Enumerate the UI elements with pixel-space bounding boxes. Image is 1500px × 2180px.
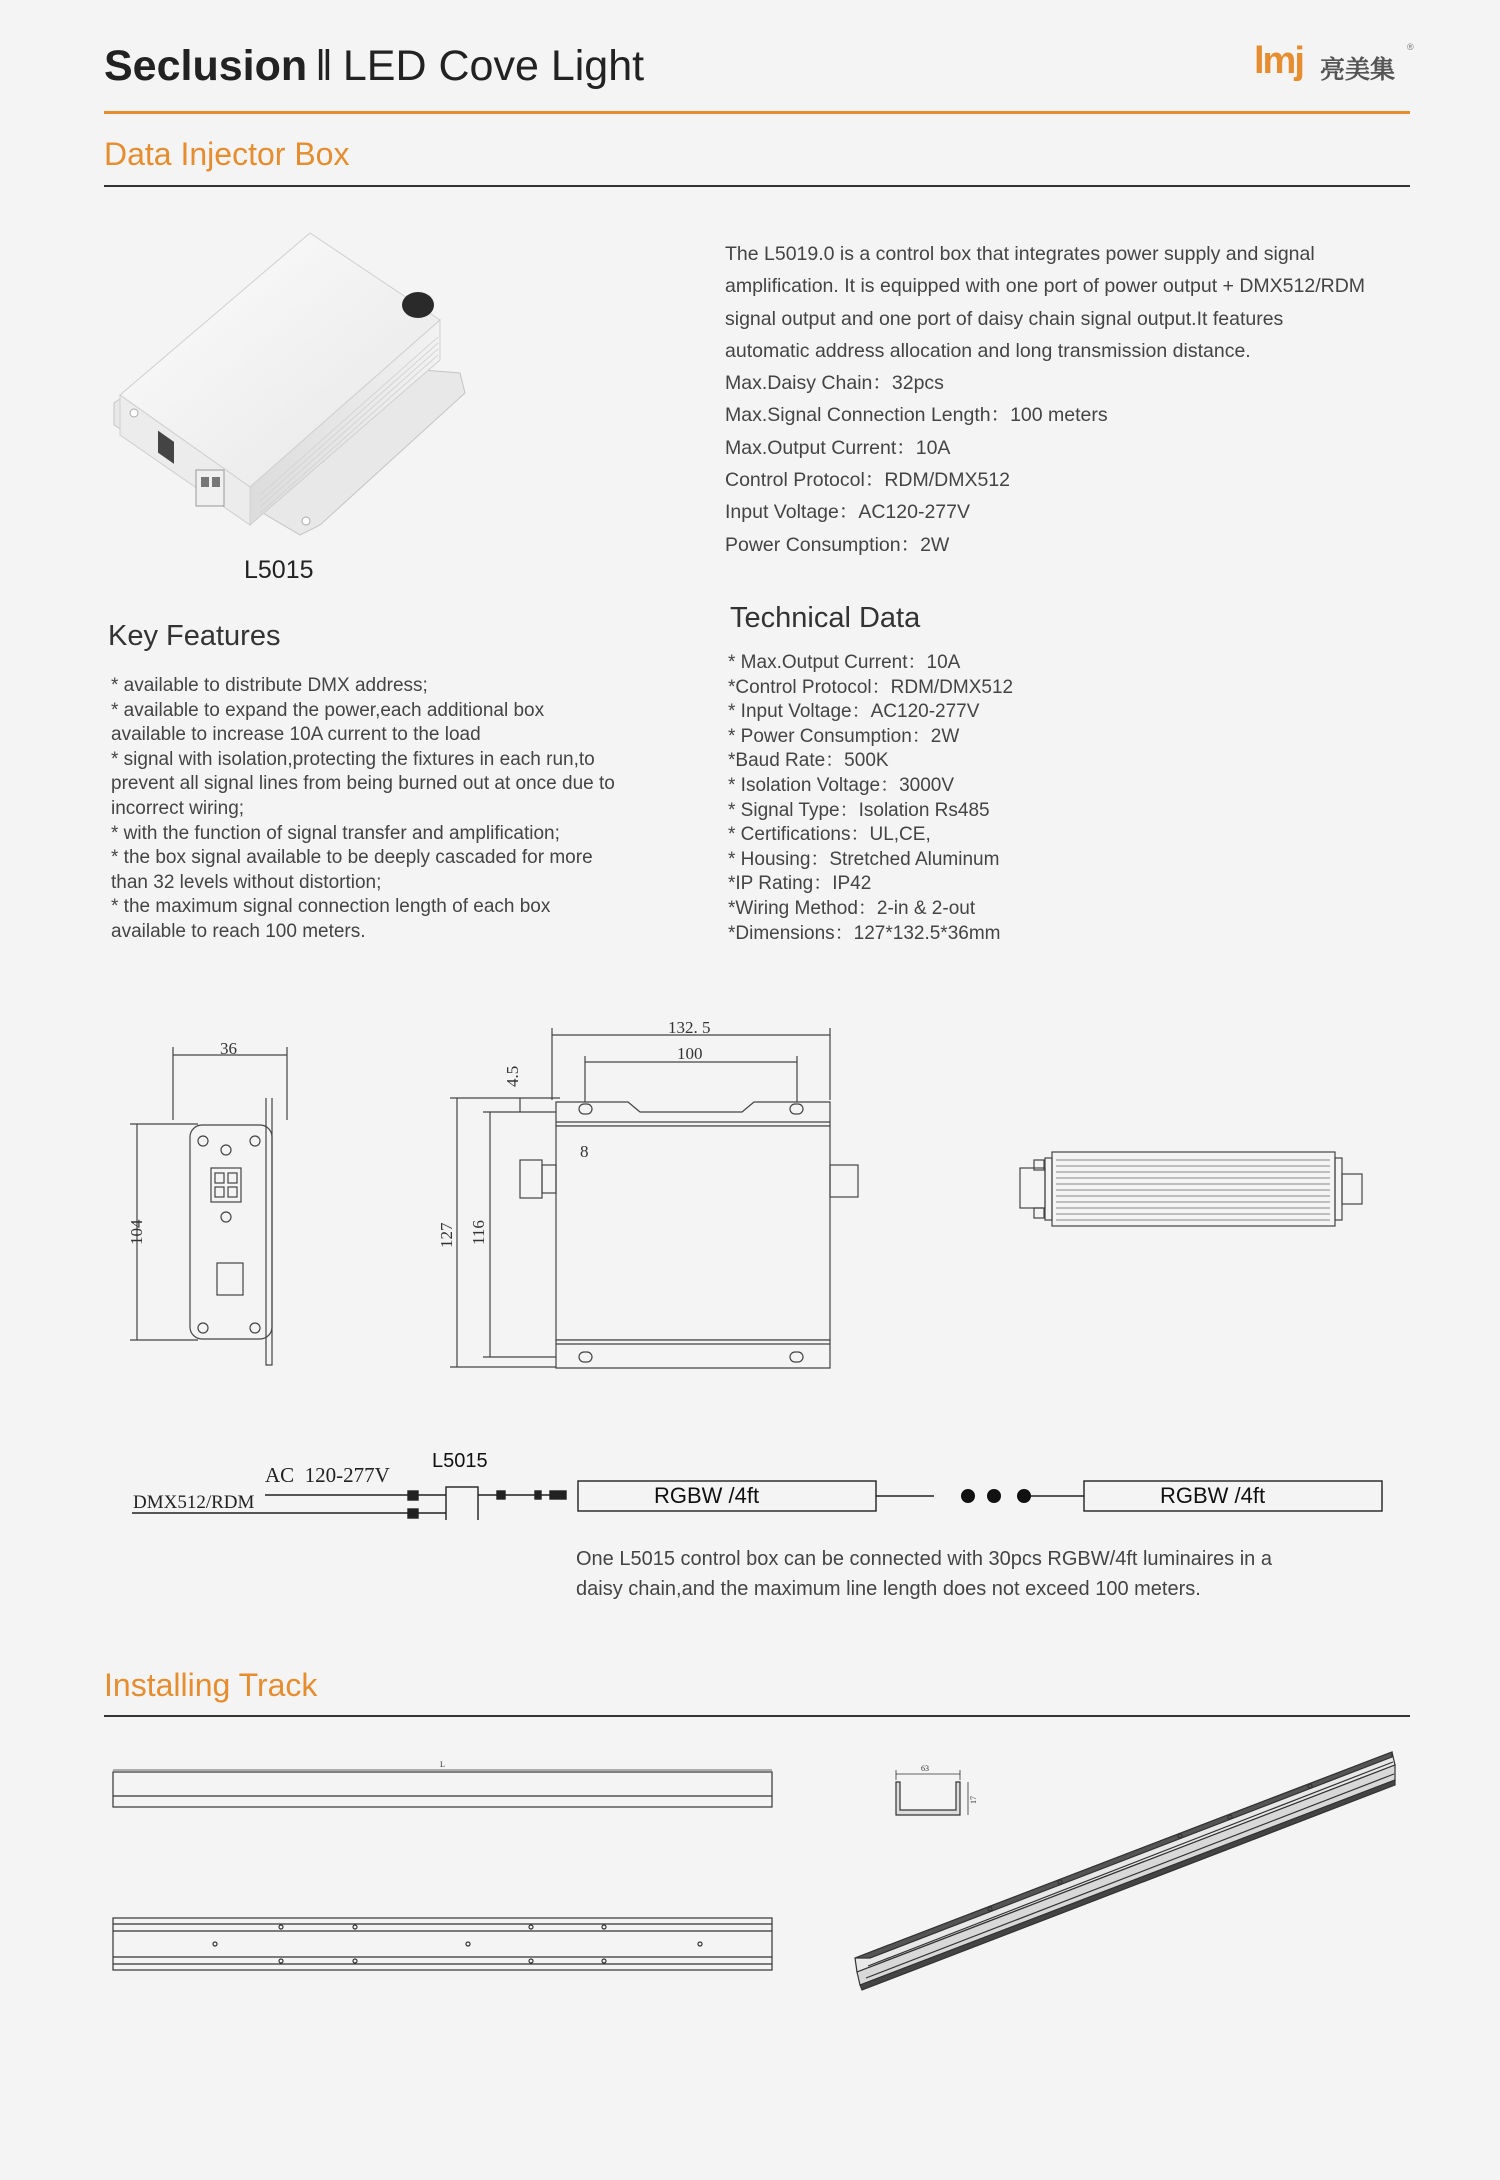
caption-line: daisy chain,and the maximum line length does not exceed 100 meters. [576, 1578, 1201, 1600]
dim-inner-offset: 8 [580, 1142, 589, 1161]
terminal-block [196, 470, 224, 506]
wiring-diagram [0, 1440, 1500, 1520]
feature-line: available to reach 100 meters. [111, 920, 366, 942]
wiring-caption [576, 1544, 1396, 1604]
section-title-track: Installing Track [104, 1667, 318, 1703]
description-line: automatic address allocation and long transmission distance. [725, 339, 1251, 362]
tech-line: *Control Protocol：RDM/DMX512 [728, 676, 1014, 698]
feature-line: * with the function of signal transfer and amplification; [111, 822, 560, 844]
caption-line: One L5015 control box can be connected with 30pcs RGBW/4ft luminaires in a [576, 1548, 1272, 1570]
spec-line: Input Voltage：AC120-277V [725, 501, 971, 524]
tech-line: * Power Consumption：2W [728, 725, 960, 747]
header-rule [104, 111, 1410, 114]
ellipsis-dot [961, 1489, 975, 1503]
product-model-label: L5015 [244, 556, 314, 584]
logo-registered: ® [1407, 42, 1414, 52]
feature-line: * the maximum signal connection length of each box [111, 896, 551, 918]
tech-line: * Signal Type：Isolation Rs485 [728, 799, 990, 821]
profile-height-label: 17 [969, 1796, 978, 1804]
description-line: The L5019.0 is a control box that integrates power supply and signal [725, 243, 1315, 265]
ellipsis-dot [987, 1489, 1001, 1503]
spec-line: Max.Signal Connection Length：100 meters [725, 404, 1108, 427]
ellipsis-dot [1017, 1489, 1031, 1503]
feature-line: * available to expand the power,each additional box [111, 699, 545, 721]
page-title [104, 42, 644, 91]
dim-side-width: 36 [220, 1039, 237, 1058]
dim-side-height: 104 [127, 1219, 146, 1245]
rotary-knob [402, 292, 434, 318]
product-name: LED Cove Light [342, 42, 645, 90]
tech-line: *Dimensions：127*132.5*36mm [728, 922, 1001, 944]
section-rule-track [104, 1715, 1410, 1717]
dim-top-offset: 4.5 [503, 1065, 522, 1087]
key-features-list [111, 674, 691, 945]
fixture-1-label: RGBW /4ft [654, 1483, 760, 1508]
side-view-drawing [130, 1047, 287, 1365]
dim-top-height: 127 [437, 1222, 456, 1248]
feature-line: than 32 levels without distortion; [111, 871, 382, 893]
technical-data-title: Technical Data [730, 602, 921, 634]
l5015-label: L5015 [432, 1450, 488, 1472]
track-top-view [113, 1918, 772, 1970]
track-perspective-view [855, 1752, 1395, 1990]
feature-line: available to increase 10A current to the load [111, 724, 481, 746]
feature-line: * signal with isolation,protecting the fixtures in each run,to [111, 748, 595, 770]
fixture-2-label: RGBW /4ft [1160, 1483, 1266, 1508]
logo-text: lmj [1254, 40, 1303, 82]
dim-inner-height: 116 [469, 1220, 488, 1245]
end-view-drawing [1020, 1152, 1362, 1226]
section-rule-injector [104, 185, 1410, 187]
logo-chinese: 亮美集 [1320, 56, 1396, 84]
technical-data-list [728, 651, 1248, 946]
track-side-view [113, 1770, 772, 1807]
spec-line: Max.Daisy Chain：32pcs [725, 372, 944, 395]
feature-line: incorrect wiring; [111, 797, 245, 819]
feature-line: * available to distribute DMX address; [111, 675, 428, 696]
tech-line: *Wiring Method：2-in & 2-out [728, 897, 976, 919]
l5015-box-symbol [446, 1487, 478, 1520]
tech-line: * Input Voltage：AC120-277V [728, 701, 980, 723]
description-line: amplification. It is equipped with one port of power output + DMX512/RDM [725, 275, 1366, 298]
track-length-label: L [440, 1760, 445, 1769]
spec-line: Control Protocol：RDM/DMX512 [725, 469, 1011, 492]
product-description [725, 238, 1425, 561]
tech-line: * Housing：Stretched Aluminum [728, 848, 1000, 870]
ac-voltage-label: AC 120-277V [265, 1463, 390, 1487]
key-features-title: Key Features [108, 620, 281, 652]
dmx-label: DMX512/RDM [133, 1492, 255, 1513]
track-drawings [0, 1740, 1500, 2000]
profile-width-label: 63 [921, 1764, 929, 1773]
description-line: signal output and one port of daisy chain signal output.It features [725, 307, 1284, 330]
spec-line: Power Consumption：2W [725, 533, 950, 556]
dimension-drawings [0, 1000, 1500, 1400]
tech-line: *Baud Rate：500K [728, 750, 889, 772]
brand-logo [1254, 40, 1414, 90]
tech-line: *IP Rating：IP42 [728, 873, 872, 895]
title-separator: ‖ [315, 42, 333, 90]
tech-line: * Isolation Voltage：3000V [728, 774, 955, 796]
feature-line: * the box signal available to be deeply cascaded for more [111, 847, 593, 869]
track-profile-section [896, 1770, 968, 1815]
spec-line: Max.Output Current：10A [725, 436, 951, 459]
tech-line: * Certifications：UL,CE, [728, 824, 931, 846]
dim-top-width: 132. 5 [668, 1018, 711, 1037]
section-title-injector: Data Injector Box [104, 136, 350, 172]
dim-hole-spacing: 100 [677, 1044, 703, 1063]
product-image [110, 225, 470, 545]
tech-line: * Max.Output Current：10A [728, 652, 961, 673]
feature-line: prevent all signal lines from being burned out at once due to [111, 773, 615, 795]
brand-name: Seclusion [104, 42, 308, 90]
